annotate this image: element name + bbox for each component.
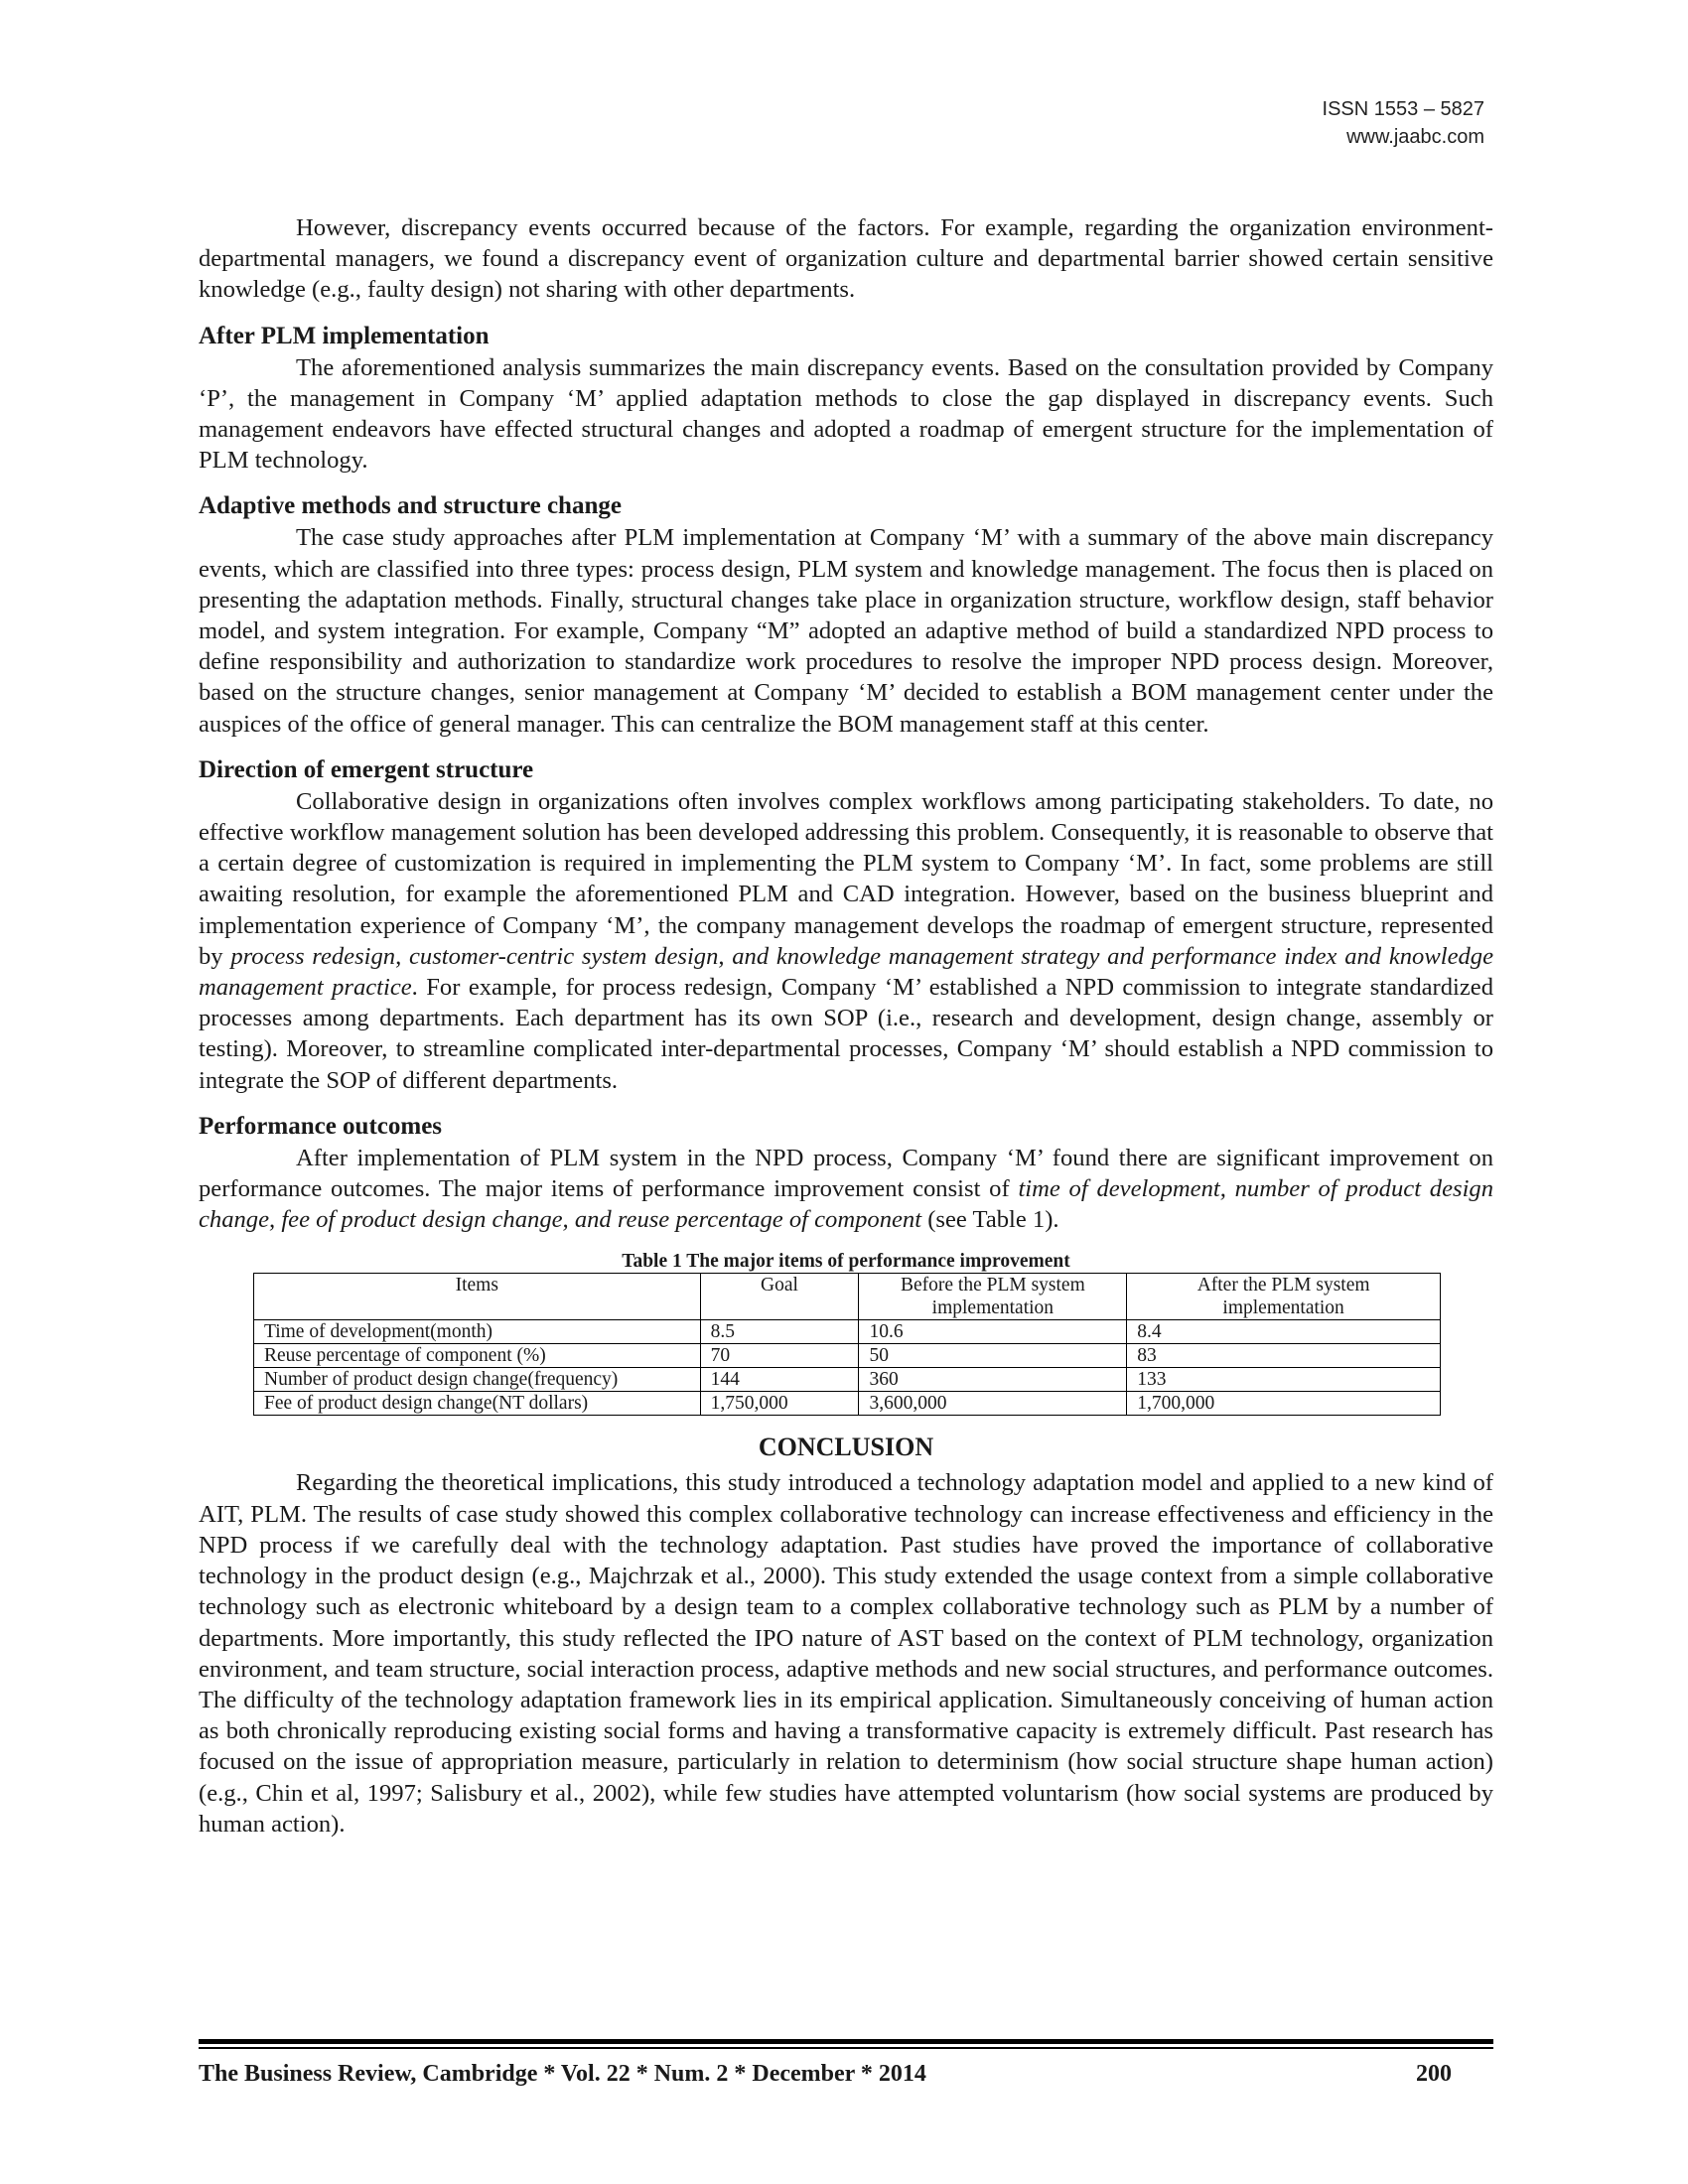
table-cell: 8.5 [700, 1320, 859, 1344]
emphasis-text: process redesign, customer-centric system design, and knowledge management strategy and performance index and knowledge management practice [199, 942, 1493, 1002]
table-cell: Reuse percentage of component (%) [254, 1344, 701, 1368]
table-row [254, 1344, 1441, 1368]
text-run: (see Table 1). [921, 1206, 1059, 1234]
conclusion-heading: CONCLUSION [758, 1433, 934, 1462]
table-cell: Fee of product design change(NT dollars) [254, 1392, 701, 1416]
table-cell: 133 [1127, 1368, 1441, 1392]
table-row [254, 1320, 1441, 1344]
text-run: . For example, for process redesign, Company ‘M’ established a NPD commission to integrate standardized processes among departments. Each department has its own SOP (i.e., research and development, design change, assembly or testing). Moreover, to streamline complicated inter-departmental processes, Company ‘M’ should establish a NPD commission to integrate the SOP of different departments. [199, 974, 1493, 1094]
table-cell: 360 [859, 1368, 1127, 1392]
footer-rule-thin [199, 2047, 1493, 2049]
paragraph-discrepancy: However, discrepancy events occurred because of the factors. For example, regarding the organization environment-departmental managers, we found a discrepancy event of organization culture and departmental barrier showed certain sensitive knowledge (e.g., faulty design) not sharing with other departments. [199, 214, 1493, 304]
page-number: 200 [1416, 2061, 1452, 2087]
table-cell: 1,750,000 [700, 1392, 859, 1416]
table-cell: 50 [859, 1344, 1127, 1368]
text-run: Collaborative design in organizations often involves complex workflows among participating stakeholders. To date, no effective workflow management solution has been developed addressing this problem. Consequently, it is reasonable to observe that a certain degree of customization is required in implementing the PLM system to Company ‘M’. In fact, some problems are still awaiting resolution, for example the aforementioned PLM and CAD integration. However, based on the business blueprint and implementation experience of Company ‘M’, the company management develops the roadmap of emergent structure, represented by [199, 787, 1493, 970]
table-header-cell: After the PLM system implementation [1127, 1274, 1441, 1320]
paragraph-emergent-structure [199, 786, 1493, 1096]
footer-rule-thick [199, 2039, 1493, 2044]
table-cell: 3,600,000 [859, 1392, 1127, 1416]
table-cell: 10.6 [859, 1320, 1127, 1344]
heading-adaptive-methods: Adaptive methods and structure change [199, 492, 622, 520]
table-header-row [254, 1274, 1441, 1320]
table-cell: 8.4 [1127, 1320, 1441, 1344]
table-cell: 83 [1127, 1344, 1441, 1368]
running-header [1323, 95, 1484, 151]
main-content [199, 212, 1493, 1840]
journal-citation: The Business Review, Cambridge * Vol. 22 * Num. 2 * December * 2014 [199, 2061, 926, 2087]
emphasis-text: time of development, number of product design change, fee of product design change, and reuse percentage of component [199, 1175, 1493, 1234]
table-cell: 144 [700, 1368, 859, 1392]
heading-after-plm: After PLM implementation [199, 322, 490, 349]
table-row [254, 1392, 1441, 1416]
heading-performance-outcomes: Performance outcomes [199, 1112, 443, 1140]
running-footer [199, 2057, 1493, 2091]
table-caption: Table 1 The major items of performance improvement [622, 1251, 1070, 1273]
table-cell: Time of development(month) [254, 1320, 701, 1344]
paragraph-performance-outcomes [199, 1143, 1493, 1236]
table-header-cell: Items [254, 1274, 701, 1320]
paragraph-adaptive-methods: The case study approaches after PLM implementation at Company ‘M’ with a summary of the above main discrepancy events, which are classified into three types: process design, PLM system and knowledge management. The focus then is placed on presenting the adaptation methods. Finally, structural changes take place in organization structure, workflow design, staff behavior model, and system integration. For example, Company “M” adopted an adaptive method of build a standardized NPD process to define responsibility and authorization to standardize work procedures to resolve the improper NPD process design. Moreover, based on the structure changes, senior management at Company ‘M’ decided to establish a BOM management center under the auspices of the office of general manager. This can centralize the BOM management staff at this center. [199, 524, 1493, 738]
table-cell: Number of product design change(frequency) [254, 1368, 701, 1392]
paragraph-conclusion: Regarding the theoretical implications, this study introduced a technology adaptation model and applied to a new kind of AIT, PLM. The results of case study showed this complex collaborative technology can increase effectiveness and efficiency in the NPD process if we carefully deal with the technology adaptation. Past studies have proved the importance of collaborative technology in the product design (e.g., Majchrzak et al., 2000). This study extended the usage context from a simple collaborative technology such as electronic whiteboard by a design team to a complex collaborative technology such as PLM by a number of departments. More importantly, this study reflected the IPO nature of AST based on the context of PLM technology, organization environment, and team structure, social interaction process, adaptive methods and new social structures, and performance outcomes. The difficulty of the technology adaptation framework lies in its empirical application. Simultaneously conceiving of human action as both chronically reproducing existing social forms and having a transformative capacity is extremely difficult. Past research has focused on the issue of appropriation measure, particularly in relation to determinism (how social structure shape human action) (e.g., Chin et al, 1997; Salisbury et al., 2002), while few studies have attempted voluntarism (how social systems are produced by human action). [199, 1469, 1493, 1838]
performance-table [253, 1273, 1441, 1416]
table-cell: 70 [700, 1344, 859, 1368]
table-row [254, 1368, 1441, 1392]
website-link[interactable]: www.jaabc.com [1346, 126, 1484, 148]
table-cell: 1,700,000 [1127, 1392, 1441, 1416]
heading-emergent-structure: Direction of emergent structure [199, 755, 534, 783]
table-header-cell: Goal [700, 1274, 859, 1320]
paragraph-after-plm: The aforementioned analysis summarizes the main discrepancy events. Based on the consultation provided by Company ‘P’, the management in Company ‘M’ applied adaptation methods to close the gap displayed in discrepancy events. Such management endeavors have effected structural changes and adopted a roadmap of emergent structure for the implementation of PLM technology. [199, 353, 1493, 475]
text-run: After implementation of PLM system in the NPD process, Company ‘M’ found there are significant improvement on performance outcomes. The major items of performance improvement consist of [199, 1144, 1493, 1203]
issn-label: ISSN 1553 – 5827 [1322, 98, 1484, 120]
table-header-cell: Before the PLM system implementation [859, 1274, 1127, 1320]
